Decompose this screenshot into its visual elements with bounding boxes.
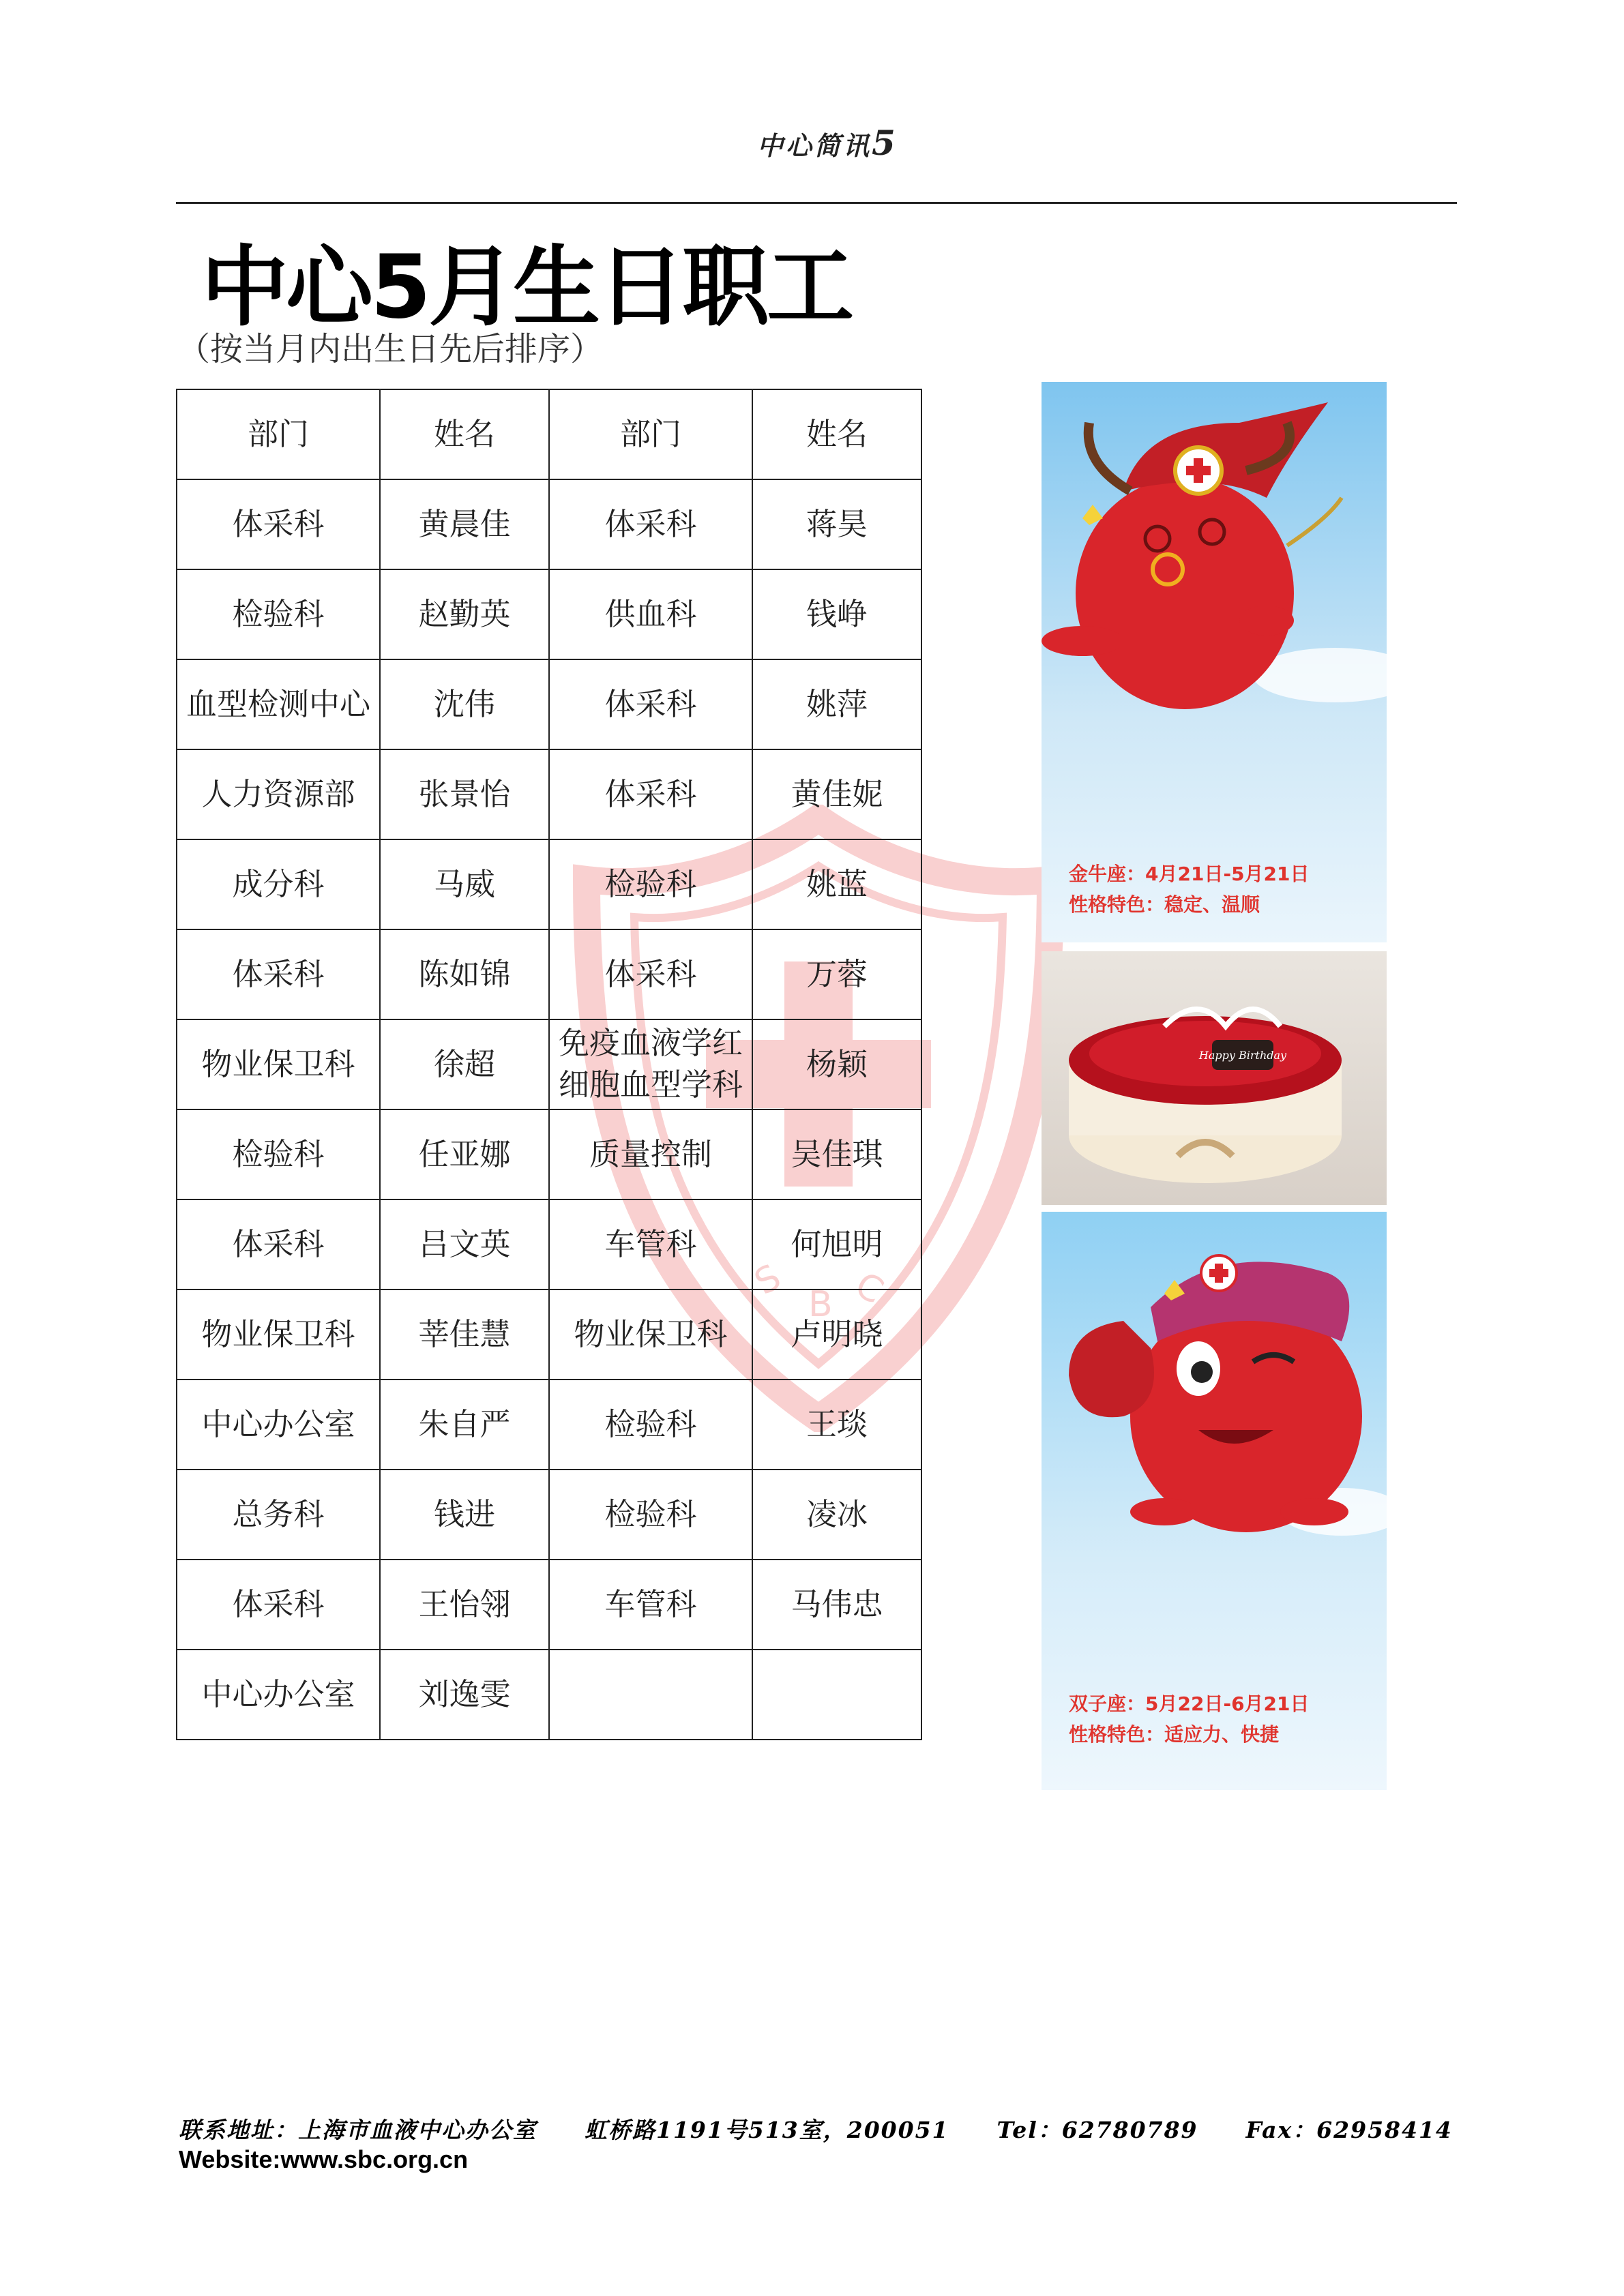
- table-row: [177, 659, 921, 749]
- newsletter-header: [757, 123, 898, 163]
- name-cell: 任亚娜: [380, 1109, 549, 1199]
- taurus-caption: [1069, 859, 1310, 921]
- name-cell: 黄晨佳: [380, 479, 549, 569]
- footer-fax: Fax：62958414: [1245, 2117, 1453, 2143]
- department-cell: 中心办公室: [177, 1380, 380, 1470]
- name-cell: 莘佳慧: [380, 1289, 549, 1380]
- table-row: [177, 1289, 921, 1380]
- name-cell: 蒋昊: [752, 479, 921, 569]
- name-cell: 刘逸雯: [380, 1650, 549, 1740]
- taurus-dates: 金牛座：4月21日-5月21日: [1069, 863, 1310, 885]
- name-cell: 何旭明: [752, 1199, 921, 1289]
- header-name: 姓名: [752, 389, 921, 479]
- gemini-traits: 性格特色：适应力、快捷: [1069, 1723, 1280, 1746]
- department-cell: 车管科: [549, 1199, 752, 1289]
- department-cell: 体采科: [549, 749, 752, 839]
- department-cell: 检验科: [177, 1109, 380, 1199]
- name-cell: 吕文英: [380, 1199, 549, 1289]
- table-row: [177, 1199, 921, 1289]
- department-cell: 体采科: [549, 479, 752, 569]
- cake-tag-text: Happy Birthday: [1198, 1049, 1287, 1062]
- name-cell: 王怡翎: [380, 1560, 549, 1650]
- table-header-row: [177, 389, 921, 479]
- department-cell: 检验科: [549, 1470, 752, 1560]
- table-row: [177, 1019, 921, 1109]
- name-cell: [752, 1650, 921, 1740]
- page-number: 5: [872, 123, 898, 163]
- department-cell: 免疫血液学红细胞血型学科: [549, 1019, 752, 1109]
- taurus-panel: [1042, 382, 1387, 942]
- footer-address: 联系地址：上海市血液中心办公室: [179, 2117, 537, 2143]
- table-row: [177, 749, 921, 839]
- table-row: [177, 1470, 921, 1560]
- department-cell: 车管科: [549, 1560, 752, 1650]
- department-cell: 体采科: [549, 929, 752, 1019]
- name-cell: 卢明晓: [752, 1289, 921, 1380]
- footer-tel: Tel：62780789: [996, 2117, 1198, 2143]
- name-cell: 张景怡: [380, 749, 549, 839]
- department-cell: 体采科: [177, 929, 380, 1019]
- footer-contact: [179, 2113, 1501, 2145]
- name-cell: 钱峥: [752, 569, 921, 659]
- name-cell: 王琰: [752, 1380, 921, 1470]
- department-cell: 体采科: [549, 659, 752, 749]
- birthday-cake-photo: [1042, 951, 1387, 1205]
- table-row: [177, 1650, 921, 1740]
- svg-text:B: B: [808, 1284, 833, 1325]
- department-cell: 供血科: [549, 569, 752, 659]
- taurus-traits: 性格特色：稳定、温顺: [1069, 893, 1260, 916]
- gemini-panel: [1042, 1212, 1387, 1790]
- name-cell: 马威: [380, 839, 549, 929]
- department-cell: 体采科: [177, 1560, 380, 1650]
- name-cell: 朱自严: [380, 1380, 549, 1470]
- department-cell: 成分科: [177, 839, 380, 929]
- table-row: [177, 1560, 921, 1650]
- cake-illustration: [1042, 951, 1387, 1205]
- gemini-caption: [1069, 1689, 1310, 1750]
- table-row: [177, 1109, 921, 1199]
- department-cell: 体采科: [177, 1199, 380, 1289]
- name-cell: 吴佳琪: [752, 1109, 921, 1199]
- department-cell: 检验科: [549, 1380, 752, 1470]
- name-cell: 黄佳妮: [752, 749, 921, 839]
- table-row: [177, 929, 921, 1019]
- table-row: [177, 479, 921, 569]
- page-subtitle: （按当月内出生日先后排序）: [177, 330, 604, 368]
- page-title: 中心5月生日职工: [201, 237, 852, 338]
- department-cell: 物业保卫科: [177, 1019, 380, 1109]
- name-cell: 徐超: [380, 1019, 549, 1109]
- name-cell: 杨颖: [752, 1019, 921, 1109]
- name-cell: 赵勤英: [380, 569, 549, 659]
- header-department: 部门: [177, 389, 380, 479]
- birthday-table: [176, 389, 922, 1740]
- footer-website[interactable]: Website:www.sbc.org.cn: [179, 2145, 469, 2173]
- footer-street: 虹桥路1191号513室，200051: [585, 2117, 949, 2143]
- name-cell: 陈如锦: [380, 929, 549, 1019]
- name-cell: 姚蓝: [752, 839, 921, 929]
- name-cell: 马伟忠: [752, 1560, 921, 1650]
- gemini-mascot-illustration: [1042, 1212, 1387, 1607]
- name-cell: 万蓉: [752, 929, 921, 1019]
- taurus-mascot-illustration: [1042, 382, 1387, 764]
- name-cell: 沈伟: [380, 659, 549, 749]
- table-row: [177, 569, 921, 659]
- newsletter-name: 中心简讯: [757, 130, 872, 161]
- header-rule: [176, 202, 1457, 204]
- name-cell: 姚萍: [752, 659, 921, 749]
- department-cell: 体采科: [177, 479, 380, 569]
- department-cell: 质量控制: [549, 1109, 752, 1199]
- department-cell: 人力资源部: [177, 749, 380, 839]
- department-cell: 检验科: [549, 839, 752, 929]
- department-cell: 检验科: [177, 569, 380, 659]
- department-cell: 物业保卫科: [549, 1289, 752, 1380]
- department-cell: 血型检测中心: [177, 659, 380, 749]
- department-cell: 中心办公室: [177, 1650, 380, 1740]
- header-department: 部门: [549, 389, 752, 479]
- name-cell: 凌冰: [752, 1470, 921, 1560]
- svg-text:C: C: [848, 1264, 890, 1313]
- header-name: 姓名: [380, 389, 549, 479]
- department-cell: [549, 1650, 752, 1740]
- table-row: [177, 1380, 921, 1470]
- department-cell: 总务科: [177, 1470, 380, 1560]
- department-cell: 物业保卫科: [177, 1289, 380, 1380]
- gemini-dates: 双子座：5月22日-6月21日: [1069, 1693, 1310, 1715]
- name-cell: 钱进: [380, 1470, 549, 1560]
- svg-text:S: S: [748, 1256, 788, 1304]
- table-row: [177, 839, 921, 929]
